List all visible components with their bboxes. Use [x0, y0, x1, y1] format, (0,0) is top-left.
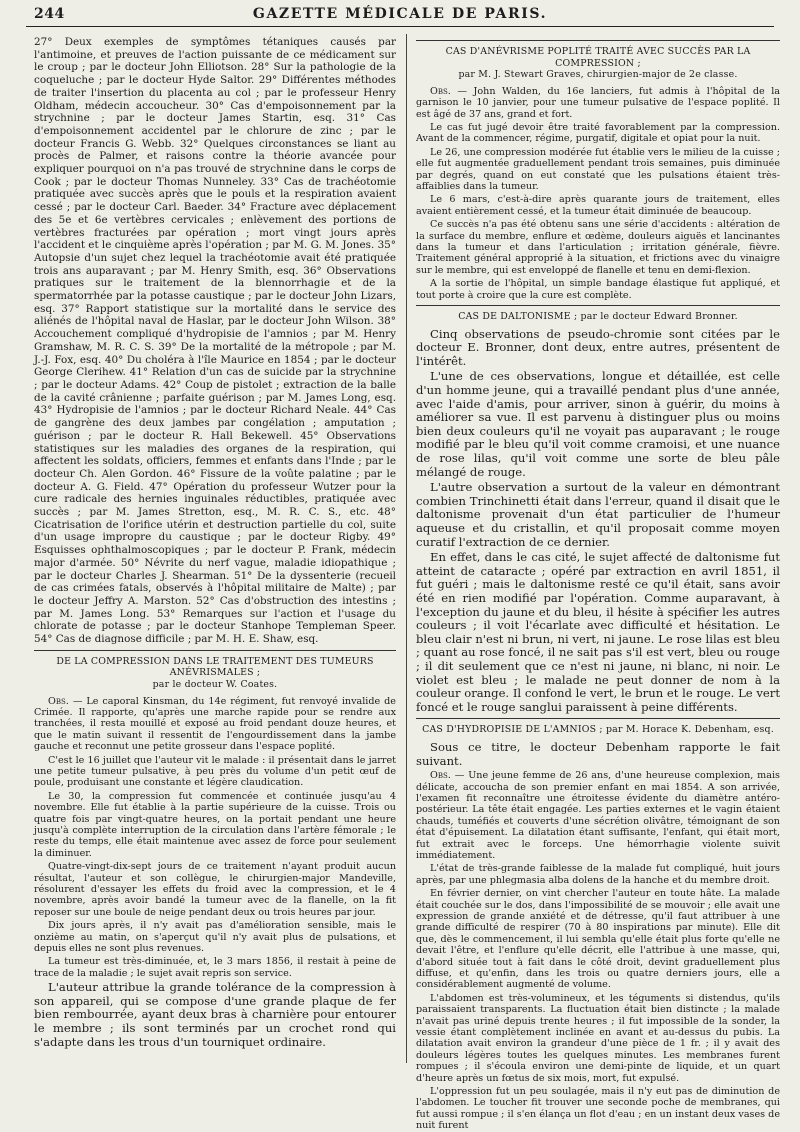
- obs-label: Obs.: [48, 695, 69, 707]
- observation-paragraph: [416, 86, 780, 120]
- section-rule: [416, 40, 780, 41]
- page-number: 244: [34, 6, 65, 22]
- section-heading-aneurysm: [416, 46, 780, 81]
- article-paragraph: L'abdomen est très-volumineux, et les téguments si distendus, qu'ils paraissaient transparents. La fluctuation était bien distincte ; la malade n'avait pas uriné depuis trente heures ; il fut impossible de la sonder, la vessie étant complètement inclinée en avant et au-dessus du pubis. La dilatation avait environ la grandeur d'une pièce de 1 fr. ; il y avait des douleurs légères toutes les quelques minutes. Les membranes furent rompues ; il s'écoula environ une demi-pinte de liquide, et un quart d'heure après un fœtus de six mois, mort, fut expulsé.: [416, 992, 780, 1084]
- observation-paragraph: [34, 696, 396, 753]
- obs-text: — Une jeune femme de 26 ans, d'une heureuse complexion, mais délicate, accoucha de son premier enfant en mai 1854. A son arrivée, l'examen fit reconnaître une étroitesse évidente du diamètre antéro-postérieur. La tête était engagée. Les parties externes et le vagin étaient chauds, tuméfiés et couverts d'une sécrétion olivâtre, témoignant de son état d'épuisement. La dilatation étant suffisante, l'enfant, qui était mort, fut extrait avec le forceps. Une hémorrhagie violente suivit immédiatement.: [416, 770, 780, 861]
- publication-list: 27° Deux exemples de symptômes tétaniques causés par l'antimoine, et preuves de l'action puissante de ce médicament sur le croup ; par le docteur John Elliotson. 28° Sur la pathologie de la coqueluche ; par le docteur Hyde Saltor. 29° Différentes méthodes de traiter l'insertion du placenta au col ; par le professeur Henry Oldham, médecin accoucheur. 30° Cas d'empoisonnement par la strychnine ; par le docteur James Startin, esq. 31° Cas d'empoisonnement accidentel par le chlorure de zinc ; par le docteur Francis G. Webb. 32° Quelques circonstances se liant au procès de Palmer, et raisons contre la théorie avancée pour expliquer pourquoi on n'a pas trouvé de strychnine dans le corps de Cook ; par le docteur Thomas Nunneley. 33° Cas de trachéotomie pratiquée avec succès après que le pouls et la respiration avaient cessé ; par le docteur Carl. Baeder. 34° Fracture avec déplacement des 5e et 6e vertèbres cervicales ; enlèvement des portions de vertèbres fracturées par opération ; mort vingt jours après l'accident et le cinquième après l'opération ; par M. G. M. Jones. 35° Autopsie d'un sujet chez lequel la trachéotomie avait été pratiquée trois ans auparavant ; par M. Henry Smith, esq. 36° Observations pratiques sur le traitement de la blennorrhagie et de la spermatorrhée par la potasse caustique ; par le docteur John Lizars, esq. 37° Rapport statistique sur la mortalité dans le service des aliénés de l'hôpital naval de Haslar, par le docteur John Wilson. 38° Accouchement compliqué d'hydropisie de l'amnios ; par M. Henry Gramshaw, M. R. C. S. 39° De la mortalité de la métropole ; par M. J.-J. Fox, esq. 40° Du choléra à l'île Maurice en 1854 ; par le docteur George Clerihew. 41° Relation d'un cas de suicide par la strychnine ; par le docteur Adams. 42° Coup de pistolet ; extraction de la balle de la cavité crânienne ; parfaite guérison ; par M. James Long, esq. 43° Hydropisie de l'amnios ; par le docteur Richard Neale. 44° Cas de gangrène des deux jambes par congélation ; amputation ; guérison ; par le docteur R. Hall Bekewell. 45° Observations statistiques sur les maladies des organes de la respiration, qui affectent les soldats, officiers, femmes et enfants dans l'Inde ; par le docteur Ch. Alen Gordon. 46° Fissure de la voûte palatine ; par le docteur A. G. Field. 47° Opération du professeur Wutzer pour la cure radicale des hernies inguinales réductibles, pratiquée avec succès ; par M. James Stretton, esq., M. R. C. S., etc. 48° Cicatrisation de l'orifice utérin et destruction partielle du col, suite d'un usage impropre du caustique ; par le docteur Rigby. 49° Esquisses ophthalmoscopiques ; par le docteur P. Frank, médecin major d'armée. 50° Névrite du nerf vague, maladie idiopathique ; par le docteur Charles J. Shearman. 51° De la dyssenterie (recueil de cas crimées fatals, observés à l'hôpital militaire de Malte) ; par le docteur Jeffry A. Marston. 52° Cas d'obstruction des intestins ; par M. James Long. 53° Remarques sur l'action et l'usage du chlorate de potasse ; par le docteur Stanhope Templeman Speer. 54° Cas de diagnose difficile ; par M. H. E. Shaw, esq.: [34, 36, 396, 646]
- article-paragraph: L'une de ces observations, longue et détaillée, est celle d'un homme jeune, qui a travaillé pendant plus d'une année, avec l'aide d'amis, pour arriver, sinon à guérir, du moins à améliorer sa vue. Il est parvenu à distinguer plus ou moins bien deux couleurs qu'il ne voyait pas auparavant ; le rouge modifié par le bleu qu'il voit comme cramoisi, et une nuance de rose lilas, qu'il voit comme une sorte de bleu pâle mélangé de rouge.: [416, 369, 780, 479]
- article-paragraph: Quatre-vingt-dix-sept jours de ce traitement n'ayant produit aucun résultat, l'auteur et son collègue, le chirurgien-major Mandeville, résolurent d'essayer les effets du froid avec la compression, et le 4 novembre, après avoir bandé la tumeur avec de la flanelle, on la fit reposer sur une boule de neige pendant deux ou trois heures par jour.: [34, 861, 396, 918]
- observation-paragraph: [416, 770, 780, 861]
- obs-text: — Le caporal Kinsman, du 14e régiment, fut renvoyé invalide de Crimée. Il rapporte, qu'après une marche rapide pour se rendre aux tranchées, il resta mouillé et exposé au froid pendant douze heures, et que le matin suivant il ressentit de l'engourdissement dans la jambe gauche et reconnut une petite grosseur dans l'espace poplité.: [34, 695, 396, 753]
- obs-text: — John Walden, du 16e lanciers, fut admis à l'hôpital de la garnison le 10 janvier, pour une tumeur pulsative de l'espace poplité. Il est âgé de 37 ans, grand et fort.: [416, 85, 780, 120]
- column-divider: [406, 34, 407, 1063]
- obs-label: Obs.: [430, 85, 451, 97]
- article-paragraph: L'oppression fut un peu soulagée, mais il n'y eut pas de diminution de l'abdomen. Le toucher fit trouver une seconde poche de membranes, qui fut aussi rompue ; il s'en élança un flot d'eau ; en un instant deux vases de nuit furent: [416, 1086, 780, 1132]
- closing-paragraph: L'auteur attribue la grande tolérance de la compression à son appareil, qui se compose d'une grande plaque de fer bien rembourrée, ayant deux bras à charnière pour entourer le membre ; ils sont terminés par un crochet rond qui s'adapte dans les trous d'un tourniquet ordinaire.: [34, 980, 396, 1049]
- section-author: par M. J. Stewart Graves, chirurgien-major de 2e classe.: [458, 69, 738, 81]
- section-author: par M. Horace K. Debenham, esq.: [605, 724, 774, 736]
- daltonism-article: [416, 328, 780, 715]
- section-title: CAS DE DALTONISME ;: [458, 311, 578, 323]
- article-paragraph: La tumeur est très-diminuée, et, le 3 mars 1856, il restait à peine de trace de la maladie ; le sujet avait repris son service.: [34, 956, 396, 979]
- section-title: CAS D'HYDROPISIE DE L'AMNIOS ;: [422, 724, 603, 736]
- section-heading-compression: [34, 656, 396, 691]
- article-paragraph: Le 6 mars, c'est-à-dire après quarante jours de traitement, elles avaient entièrement cessé, et la tumeur était diminuée de beaucoup.: [416, 194, 780, 217]
- article-paragraph: L'autre observation a surtout de la valeur en démontrant combien Trinchinetti était dans l'erreur, quand il disait que le daltonisme provenait d'un état particulier de l'humeur aqueuse et du cristallin, et qu'il proposait comme moyen curatif l'extraction de ce dernier.: [416, 480, 780, 549]
- article-paragraph: Dix jours après, il n'y avait pas d'amélioration sensible, mais le onzième au matin, on s'aperçut qu'il n'y avait plus de pulsations, et depuis elles ne sont plus revenues.: [34, 920, 396, 955]
- right-column: [416, 36, 780, 1132]
- section-author: par le docteur W. Coates.: [152, 678, 278, 690]
- compression-article: [34, 696, 396, 980]
- article-paragraph: En février dernier, on vint chercher l'auteur en toute hâte. La malade était couchée sur le dos, dans l'impossibilité de se mouvoir ; elle avait une expression de grande anxiété et de détresse, qu'il faut attribuer à une grande difficulté de respirer (70 à 80 inspirations par minute). Elle dit que, dès le commencement, il lui sembla qu'elle était plus forte qu'elle ne devait l'être, et l'enflure qu'elle décrit, elle l'attribue à une masse, qui, d'abord située tout à fait dans le côté droit, devint graduellement plus diffuse, et qu'enfin, dans les trois ou quatre derniers jours, elle a considérablement augmenté de volume.: [416, 888, 780, 991]
- section-title: CAS D'ANÉVRISME POPLITÉ TRAITÉ AVEC SUCCÈS PAR LA COMPRESSION ;: [445, 46, 751, 69]
- section-rule: [416, 305, 780, 306]
- section-heading-daltonism: [416, 311, 780, 323]
- article-paragraph: A la sortie de l'hôpital, un simple bandage élastique fut appliqué, et tout porte à croire que la cure est complète.: [416, 278, 780, 301]
- left-column: [34, 36, 396, 1065]
- article-paragraph: Cinq observations de pseudo-chromie sont citées par le docteur E. Bronner, dont deux, entre autres, présentent de l'intérêt.: [416, 326, 780, 368]
- article-paragraph: Le 26, une compression modérée fut établie vers le milieu de la cuisse ; elle fut augmentée graduellement pendant trois semaines, puis diminuée par degrés, quand on eut constaté que les pulsations étaient très-affaiblies dans la tumeur.: [416, 146, 780, 193]
- section-author: par le docteur Edward Bronner.: [580, 311, 738, 323]
- article-paragraph: Ce succès n'a pas été obtenu sans une série d'accidents : altération de la surface du membre, enflure et œdème, douleurs aiguës et lancinantes dans la tumeur et dans l'articulation ; irritation générale, fièvre. Traitement général approprié à la situation, et frictions avec du vinaigre sur le membre, qui est enveloppé de flanelle et tenu en demi-flexion.: [416, 219, 780, 276]
- article-paragraph: Le cas fut jugé devoir être traité favorablement par la compression. Avant de la commencer, régime, purgatif, digitale et opiat pour la nuit.: [416, 122, 780, 145]
- section-rule: [34, 650, 396, 651]
- journal-title: GAZETTE MÉDICALE DE PARIS.: [252, 6, 548, 22]
- obs-label: Obs.: [430, 770, 451, 782]
- section-rule: [416, 718, 780, 719]
- page-header: [26, 4, 774, 27]
- article-paragraph: C'est le 16 juillet que l'auteur vit le malade : il présentait dans le jarret une petite tumeur pulsative, à peu près du volume d'un petit œuf de poule, produisant une constante et légère claudication.: [34, 754, 396, 789]
- section-heading-amnios: [416, 724, 780, 736]
- article-paragraph: Le 30, la compression fut commencée et continuée jusqu'au 4 novembre. Elle fut établie à la partie supérieure de la cuisse. Trois ou quatre fois par vingt-quatre heures, on la portait pendant une heure jusqu'à complète interruption de la circulation dans l'artère fémorale ; le reste du temps, elle était maintenue avec assez de force pour seulement la diminuer.: [34, 790, 396, 859]
- article-paragraph: L'état de très-grande faiblesse de la malade fut compliqué, huit jours après, par une phlegmasia alba dolens de la hanche et du membre droit.: [416, 863, 780, 886]
- article-intro: Sous ce titre, le docteur Debenham rapporte le fait suivant.: [416, 739, 780, 768]
- article-paragraph: En effet, dans le cas cité, le sujet affecté de daltonisme fut atteint de cataracte ; opéré par extraction en avril 1851, il fut guéri ; mais le daltonisme resté ce qu'il était, sans avoir été en rien modifié par l'opération. Comme auparavant, à l'exception du jaune et du bleu, il hésite à spécifier les autres couleurs ; il voit l'écarlate avec difficulté et hésitation. Le bleu clair n'est ni brun, ni vert, ni jaune. Le rose lilas est bleu ; quant au rose foncé, il ne sait pas s'il est vert, bleu ou rouge ; il dit seulement que ce n'est ni jaune, ni blanc, ni noir. Le violet est bleu ; le malade ne peut donner de nom à la couleur orange. Il confond le vert, le brun et le rouge. Le vert foncé et le rouge sanglui paraissent à peine différents.: [416, 550, 780, 714]
- section-title: DE LA COMPRESSION DANS LE TRAITEMENT DES TUMEURS ANÉVRISMALES ;: [56, 655, 374, 679]
